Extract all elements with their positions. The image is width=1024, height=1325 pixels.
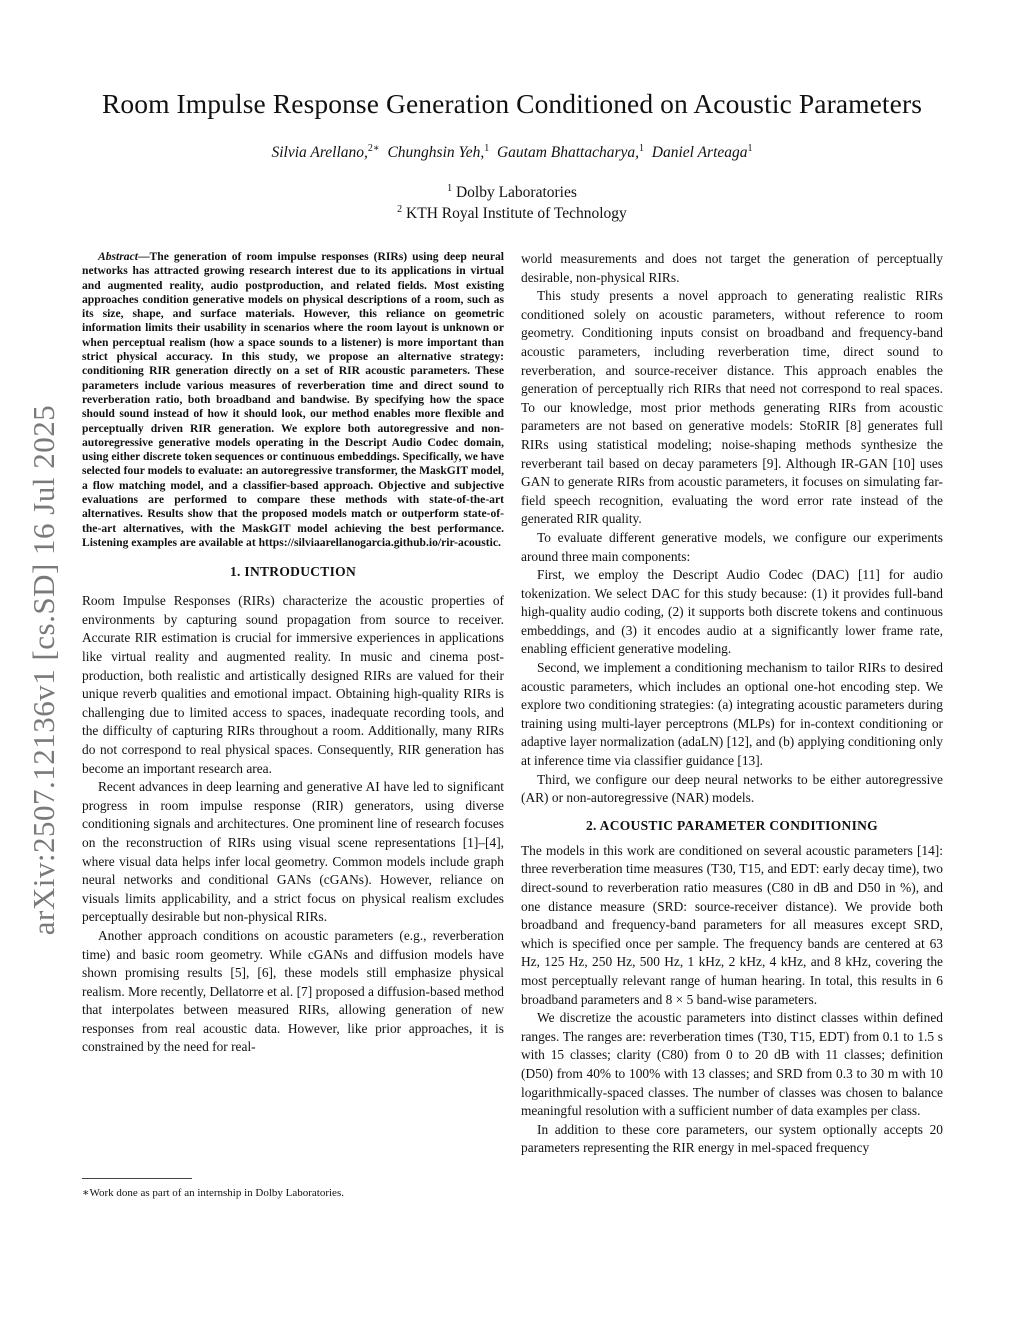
author-name: Chunghsin Yeh,	[387, 144, 485, 161]
author-affil-mark: 2∗	[367, 142, 380, 154]
author-name: Silvia Arellano,	[271, 144, 368, 161]
body-paragraph: This study presents a novel approach to generating realistic RIRs conditioned solely on acoustic parameters, without reference to room geometry. Conditioning inputs consist on broadband and frequency-band acoustic parameters, including reverberation time, direct sound to reverberation, and source-receiver distance. This approach enables the generation of perceptually rich RIRs that need not correspond to real spaces. To our knowledge, most prior methods generating RIRs from acoustic parameters are not based on generative models: StoRIR [8] generates full RIRs using statistical modeling; noise-shaping methods synthesize the reverberant tail based on decay parameters [9]. Although IR-GAN [10] uses GAN to generate RIRs from acoustic parameters, it focuses on simulating far-field speech recognition, evaluating the word error rate instead of the generated RIR quality.	[521, 288, 943, 527]
affiliation-line	[0, 182, 1024, 203]
abstract-lead: Abstract	[98, 250, 138, 263]
section-heading-introduction: 1. INTRODUCTION	[229, 564, 356, 580]
intro-paragraph: Another approach conditions on acoustic parameters (e.g., reverberation time) and basic room geometry. While cGANs and diffusion models have shown promising results [5], [6], these models still emphasize physical realism. More recently, Dellatorre et al. [7] proposed a diffusion-based method that interpolates between measured RIRs, allowing generation of new responses from real acoustic data. However, like prior approaches, it is constrained by the need for real-	[82, 927, 504, 1055]
footnote-rule	[82, 1178, 192, 1179]
paper-title: Room Impulse Response Generation Conditioned on Acoustic Parameters	[101, 88, 923, 119]
right-column	[521, 250, 943, 1158]
affil-number: 1	[447, 182, 453, 194]
affiliation-line	[0, 203, 1024, 224]
body-paragraph: Second, we implement a conditioning mechanism to tailor RIRs to desired acoustic parameters, which includes an optional one-hot encoding step. We explore two conditioning strategies: (a) integrating acoustic parameters during training using multi-layer perceptrons (MLPs) for in-context conditioning or adaptive layer normalization (adaLN) [12], and (b) applying conditioning only at inference time via classifier guidance [13].	[521, 660, 943, 769]
footnote: ∗Work done as part of an internship in Dolby Laboratories.	[82, 1187, 344, 1199]
affil-name: KTH Royal Institute of Technology	[406, 205, 627, 222]
arxiv-identifier: arXiv:2507.12136v1 [cs.SD] 16 Jul 2025	[26, 404, 62, 936]
intro-paragraph: Room Impulse Responses (RIRs) characterize the acoustic properties of environments by capturing sound propagation from source to receiver. Accurate RIR estimation is crucial for immersive experiences in applications like virtual reality and augmented reality. In music and cinema post-production, both realistic and artistically designed RIRs are valued for their unique reverb qualities and emotional impact. Obtaining high-quality RIRs is challenging due to limited access to spaces, inadequate recording tools, and the difficulty of capturing RIRs throughout a room. Additionally, many RIRs do not correspond to real physical spaces. Consequently, RIR generation has become an important research area.	[82, 593, 504, 776]
author-name: Gautam Bhattacharya,	[496, 144, 640, 161]
section-heading-acoustic-parameter-conditioning: 2. ACOUSTIC PARAMETER CONDITIONING	[586, 817, 878, 833]
author-affil-mark: 1	[639, 142, 645, 154]
body-paragraph: To evaluate different generative models, we configure our experiments around three main components:	[521, 529, 943, 564]
intro-paragraph: Recent advances in deep learning and generative AI have led to significant progress in room impulse response (RIR) generators, using diverse conditioning signals and architectures. One prominent line of research focuses on the reconstruction of RIRs using visual scene representations [1]–[4], where visual data helps infer local geometry. Common models include graph neural networks and conditional GANs (cGANs). However, reliance on visuals limits applicability, and a strict focus on physical realism excludes perceptually desirable but non-physical RIRs.	[82, 779, 504, 925]
author-list	[0, 144, 1024, 162]
author-name: Daniel Arteaga	[651, 144, 748, 161]
body-paragraph: Third, we configure our deep neural networks to be either autoregressive (AR) or non-autoregressive (NAR) models.	[521, 771, 943, 806]
body-paragraph: world measurements and does not target the generation of perceptually desirable, non-physical RIRs.	[521, 251, 943, 285]
section2-paragraph: The models in this work are conditioned on several acoustic parameters [14]: three reverberation time measures (T30, T15, and EDT: early decay time), two direct-sound to reverberation ratio measures (C80 in dB and D50 in %), and one distance measure (SRD: source-receiver distance). We provide both broadband and frequency-band parameters for all measures except SRD, which is specified once per sample. The frequency bands are centered at 63 Hz, 125 Hz, 250 Hz, 500 Hz, 1 kHz, 2 kHz, 4 kHz, and 8 kHz, covering the most perceptually relevant range of human hearing. In total, this results in 6 broadband parameters and 8 × 5 band-wise parameters.	[521, 842, 943, 1007]
affiliation-list	[0, 182, 1024, 224]
left-column	[82, 250, 504, 1057]
author-affil-mark: 1	[484, 142, 490, 154]
affil-number: 2	[397, 203, 403, 215]
abstract-text: —The generation of room impulse responses (RIRs) using deep neural networks has attracted growing research interest due to its applications in virtual and augmented reality, audio postproduction, and related fields. Most existing approaches condition generative models on physical descriptions of a room, such as its size, shape, and surface materials. However, this reliance on geometric information limits their usability in scenarios where the room layout is unknown or when perceptual realism (how a space sounds to a listener) is more important than strict physical accuracy. In this study, we propose an alternative strategy: conditioning RIR generation directly on a set of RIR acoustic parameters. These parameters include various measures of reverberation time and direct sound to reverberation ratio, both broadband and bandwise. By specifying how the space should sound instead of how it should look, our method enables more flexible and perceptually driven RIR generation. We explore both autoregressive and non-autoregressive generative models operating in the Descript Audio Codec domain, using either discrete token sequences or continuous embeddings. Specifically, we have selected four models to evaluate: an autoregressive transformer, the MaskGIT model, a flow matching model, and a classifier-based approach. Objective and subjective evaluations are performed to compare these methods with state-of-the-art alternatives. Results show that the proposed models match or outperform state-of-the-art alternatives, with the MaskGIT model achieving the best performance. Listening examples are available at https://silviaarellanogarcia.github.io/rir-acoustic.	[82, 250, 504, 549]
arxiv-side-label	[20, 380, 68, 960]
affil-name: Dolby Laboratories	[455, 184, 577, 201]
abstract	[82, 250, 504, 550]
body-paragraph: First, we employ the Descript Audio Codec (DAC) [11] for audio tokenization. We select DAC for this study because: (1) it provides full-band high-quality audio coding, (2) it supports both discrete tokens and continuous embeddings, and (3) it encodes audio at a significantly lower frame rate, enabling efficient generative modeling.	[521, 567, 943, 657]
section2-paragraph: We discretize the acoustic parameters into distinct classes within defined ranges. The ranges are: reverberation times (T30, T15, EDT) from 0.1 to 1.5 s with 15 classes; clarity (C80) from 0 to 20 dB with 11 classes; definition (D50) from 40% to 100% with 13 classes; and SRD from 0.3 to 30 m with 10 logarithmically-spaced classes. The number of classes was chosen to balance meaningful resolution with a sufficient number of data examples per class.	[521, 1010, 943, 1119]
section2-paragraph: In addition to these core parameters, our system optionally accepts 20 parameters representing the RIR energy in mel-spaced frequency	[521, 1121, 943, 1156]
author-affil-mark: 1	[747, 142, 753, 154]
